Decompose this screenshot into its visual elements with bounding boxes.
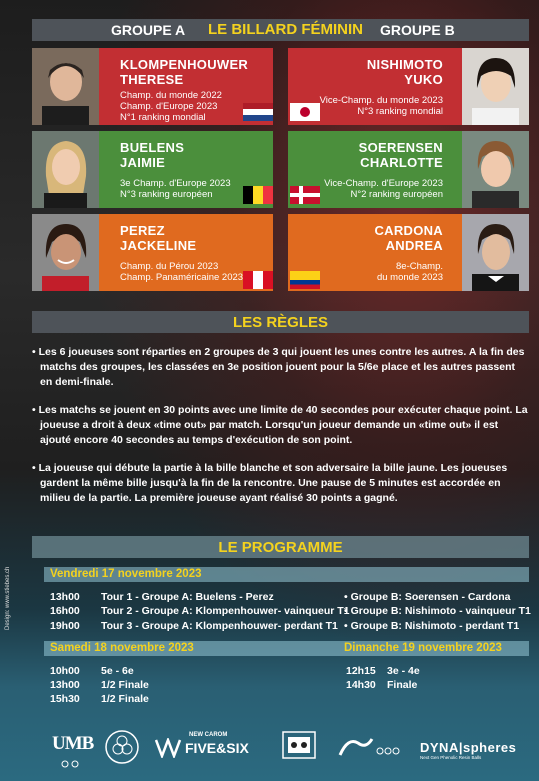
player-name-line2: CHARLOTTE xyxy=(360,155,443,170)
player-photo xyxy=(462,48,529,125)
group-a-label: GROUPE A xyxy=(111,22,186,38)
match-entry: Tour 2 - Groupe A: Klompenhouwer- vainqueur T1 xyxy=(101,605,350,617)
player-info-1: Champ. du monde 2022 xyxy=(120,90,222,101)
peru-flag-icon xyxy=(243,271,273,289)
denmark-flag-icon xyxy=(290,186,320,204)
player-name-line2: JAIMIE xyxy=(120,155,166,170)
player-info-1: 3e Champ. d'Europe 2023 xyxy=(120,178,231,189)
time-slot: 14h30 xyxy=(346,679,376,691)
player-name-line2: JACKELINE xyxy=(120,238,197,253)
time-slot: 16h00 xyxy=(50,605,80,617)
time-slot: 13h00 xyxy=(50,591,80,603)
match-entry: 1/2 Finale xyxy=(101,693,149,705)
player-info-2: Champ. Panaméricaine 2023 xyxy=(120,272,244,283)
group-b-label: GROUPE B xyxy=(380,22,455,38)
player-name-line1: KLOMPENHOUWER xyxy=(120,57,249,72)
netherlands-flag-icon xyxy=(243,103,273,121)
japan-flag-icon xyxy=(290,103,320,121)
player-card-cardona xyxy=(288,214,529,291)
player-name-line2: YUKO xyxy=(404,72,443,87)
player-card-perez xyxy=(32,214,273,291)
day-label-friday: Vendredi 17 novembre 2023 xyxy=(50,568,202,580)
match-entry: Tour 1 - Groupe A: Buelens - Perez xyxy=(101,591,274,603)
umb-logo: UMB xyxy=(52,733,88,773)
match-entry: 3e - 4e xyxy=(387,665,420,677)
player-info-1: Vice-Champ. du monde 2023 xyxy=(319,95,443,106)
player-info-2: N°2 ranking européen xyxy=(350,189,443,200)
billiard-federation-logo xyxy=(104,729,140,770)
match-entry: Tour 3 - Groupe A: Klompenhouwer- perdant T1 xyxy=(101,620,338,632)
player-name-line1: NISHIMOTO xyxy=(366,57,443,72)
player-photo xyxy=(462,214,529,291)
player-photo xyxy=(32,131,99,208)
player-info-1: Vice-Champ. d'Europe 2023 xyxy=(324,178,443,189)
player-info-2: Champ. d'Europe 2023 xyxy=(120,101,218,112)
rule-paragraph-1: • Les 6 joueuses sont réparties en 2 groupes de 3 qui jouent les unes contre les autres. A la fin des matchs des groupes, les classées en 3e position jouent pour la 5/6e place et les autres passent en demi-finale. xyxy=(32,346,525,388)
player-name-line1: SOERENSEN xyxy=(358,140,443,155)
day-label-saturday: Samedi 18 novembre 2023 xyxy=(50,642,194,654)
player-info-3: N°1 ranking mondial xyxy=(120,112,206,123)
match-entry: 5e - 6e xyxy=(101,665,134,677)
dynaspheres-logo: DYNA|spheres Next Gen Phenolic Resin Balls xyxy=(420,740,517,760)
time-slot: 12h15 xyxy=(346,665,376,677)
page-title: LE BILLARD FÉMININ xyxy=(208,21,363,38)
time-slot: 10h00 xyxy=(50,665,80,677)
player-photo xyxy=(32,214,99,291)
player-info-2: du monde 2023 xyxy=(376,272,443,283)
player-name-line1: BUELENS xyxy=(120,140,185,155)
rules-text xyxy=(32,345,528,519)
player-card-nishimoto xyxy=(288,48,529,125)
billiard-academy-logo xyxy=(338,735,402,766)
player-info-1: Champ. du Pérou 2023 xyxy=(120,261,219,272)
player-card-buelens xyxy=(32,131,273,208)
player-card-soerensen xyxy=(288,131,529,208)
time-slot: 19h00 xyxy=(50,620,80,632)
player-name-line1: CARDONA xyxy=(374,223,443,238)
player-info-2: N°3 ranking européen xyxy=(120,189,213,200)
design-credit: Design: www.stiebes.ch xyxy=(5,566,11,630)
programme-title: LE PROGRAMME xyxy=(218,539,343,556)
day-label-sunday: Dimanche 19 novembre 2023 xyxy=(344,642,502,654)
match-entry: • Groupe B: Soerensen - Cardona xyxy=(344,591,511,603)
player-name-line1: PEREZ xyxy=(120,223,165,238)
player-photo xyxy=(32,48,99,125)
time-slot: 15h30 xyxy=(50,693,80,705)
player-photo xyxy=(462,131,529,208)
player-card-klompenhouwer xyxy=(32,48,273,125)
match-entry: Finale xyxy=(387,679,418,691)
player-info-1: 8e-Champ. xyxy=(396,261,443,272)
match-entry: 1/2 Finale xyxy=(101,679,149,691)
rule-paragraph-3: • La joueuse qui débute la partie à la bille blanche et son adversaire la bille jaune. Les joueuses gardent la même bille jusqu'à la fin de la rencontre. Une pause de 5 minutes est accordée en milieu de la partie. La première joueuse ayant réalisé 30 points a gagné. xyxy=(32,462,508,504)
player-name-line2: ANDREA xyxy=(385,238,443,253)
player-name-line2: THERESE xyxy=(120,72,184,87)
swiss-billiard-logo xyxy=(282,731,316,770)
match-entry: • Groupe B: Nishimoto - vainqueur T1 xyxy=(344,605,531,617)
rule-paragraph-2: • Les matchs se jouent en 30 points avec une limite de 40 secondes pour exécuter chaque point. La joueuse a droit à deux «time out» par match. Lorsqu'un joueur demande un «time out» il est ajouté encore 40 secondes au temps d'exécution de son point. xyxy=(32,404,528,446)
belgium-flag-icon xyxy=(243,186,273,204)
time-slot: 13h00 xyxy=(50,679,80,691)
rules-title: LES RÈGLES xyxy=(232,314,329,331)
colombia-flag-icon xyxy=(290,271,320,289)
player-info-2: N°3 ranking mondial xyxy=(357,106,443,117)
match-entry: • Groupe B: Nishimoto - perdant T1 xyxy=(344,620,520,632)
